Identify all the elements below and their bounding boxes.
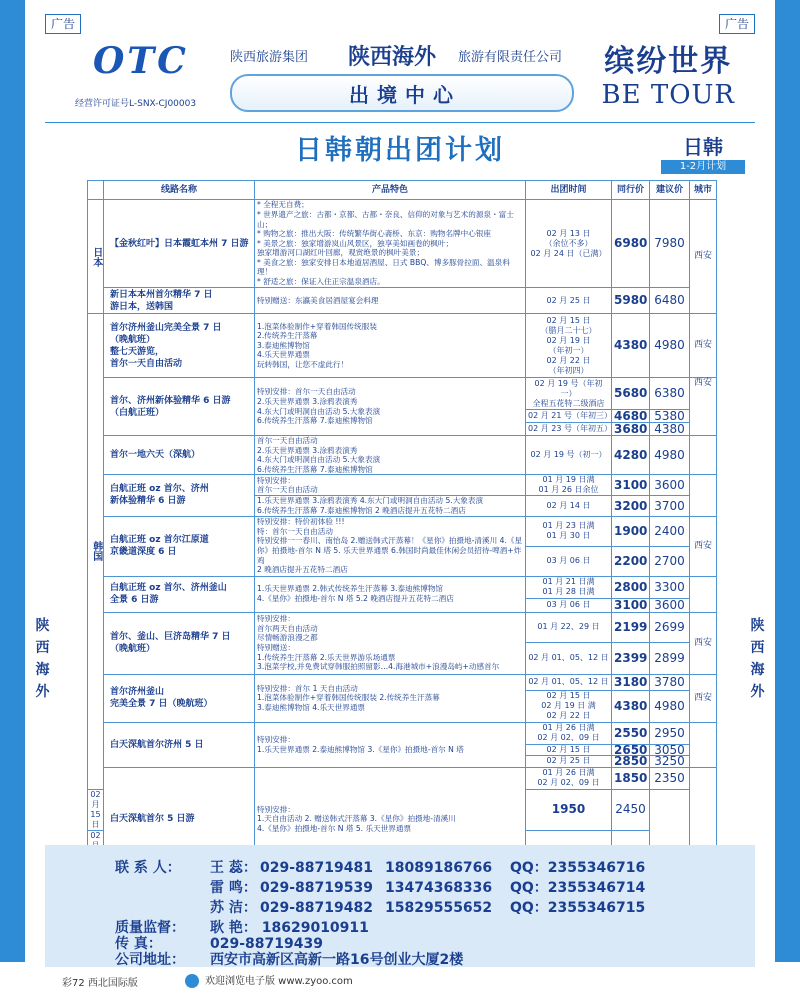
- depart-date: 02 月 25 日: [526, 288, 612, 314]
- peer-price: 2199: [612, 612, 650, 642]
- address-label: 公司地址：: [115, 952, 185, 968]
- header: [45, 32, 755, 117]
- route-feature: 1.乐天世界通票 3.涂鸦表演秀 4.东大门或明洞自由活动 5.大象表演 6.传统养生汗蒸幕 7.泰迪熊博物馆 2 晚酒店提升五花特二酒店: [255, 496, 526, 516]
- route-name: 白航正班 oz 首尔、济州釜山 全景 6 日游: [104, 576, 255, 612]
- peer-price: 4380: [612, 690, 650, 722]
- suggest-price: 6380: [650, 378, 690, 410]
- depart-date: 02 月 19 号（年初一） 全程五花特二级酒店: [526, 378, 612, 410]
- address-value: 西安市高新区高新一路16号创业大厦2楼: [210, 952, 464, 968]
- depart-date: 01 月 19 日满 01 月 26 日余位: [526, 475, 612, 496]
- brand-block: [602, 36, 736, 110]
- table-row: [88, 722, 717, 744]
- suggest-price: 3050: [650, 744, 690, 756]
- route-name: 首尔济州釜山 完美全景 7 日（晚航班）: [104, 674, 255, 722]
- city: 西安: [690, 516, 717, 576]
- brand-en: BE TOUR: [601, 80, 735, 110]
- suggest-price: 3300: [650, 576, 690, 598]
- city: 西安: [690, 200, 717, 314]
- suggest-price: 3250: [650, 756, 690, 768]
- route-name: 【金秋红叶】日本霞虹本州 7 日游: [104, 200, 255, 288]
- route-feature: 1.乐天世界通票 2.韩式传统养生汗蒸幕 3.泰迪熊博物馆 4.《星你》拍摄地-首尔 N 塔 5.2 晚酒店提升五花特二酒店: [255, 576, 526, 612]
- contact-row: [115, 877, 645, 897]
- suggest-price: 2350: [650, 767, 690, 789]
- peer-price: 4680: [612, 410, 650, 423]
- site-text[interactable]: 欢迎浏览电子版 www.zyoo.com: [205, 976, 353, 987]
- suggest-price: 3600: [650, 598, 690, 612]
- route-name: 白天深航首尔 5 日游: [104, 767, 255, 871]
- page-info: 彩72 西北国际版: [62, 978, 138, 989]
- brand-cn: 缤纷世界: [604, 44, 733, 79]
- peer-price: 5980: [612, 288, 650, 314]
- region-sub: 1-2月计划: [661, 160, 745, 174]
- route-name: 首尔、釜山、巨济岛精华 7 日 （晚航班）: [104, 612, 255, 674]
- table-row: [88, 436, 717, 475]
- table-row: [88, 200, 717, 288]
- contact-row: [115, 897, 645, 917]
- peer-price: 2800: [612, 576, 650, 598]
- side-text-left: 陕 西 海 外: [35, 618, 50, 700]
- agency-prefix: 陕西旅游集团: [230, 50, 309, 65]
- route-feature: 特别安排： 1.天自由活动 2. 赠送韩式汗蒸幕 3.《星你》拍摄地-清溪川 4.《星你》拍摄地-首尔 N 塔 5. 乐天世界通票: [255, 767, 526, 871]
- depart-date: 01 月 21 日满 01 月 28 日满: [526, 576, 612, 598]
- contact-row: [115, 857, 645, 877]
- peer-price: 2650: [612, 744, 650, 756]
- contact-name: 雷 鸣：: [210, 880, 257, 896]
- route-name: 首尔、济州新体验精华 6 日游 （白航正班）: [104, 378, 255, 436]
- ad-tag-right: 广告: [719, 14, 755, 34]
- depart-date: 02 月 15 日: [88, 789, 104, 830]
- agency-dept: 出境中心: [349, 83, 461, 107]
- footer: [0, 962, 800, 997]
- contact-qq: QQ：2355346715: [510, 900, 646, 916]
- route-name: 新日本本州首尔精华 7 日 游日本，送韩国: [104, 288, 255, 314]
- fax-value: 029-88719439: [210, 936, 323, 952]
- suggest-price: 2950: [650, 722, 690, 744]
- peer-price: 3100: [612, 475, 650, 496]
- depart-date: 02 月 13 日 （余位不多） 02 月 24 日（已满）: [526, 200, 612, 288]
- route-feature: 特别安排： 首尔一天自由活动: [255, 475, 526, 496]
- peer-price: 2200: [612, 546, 650, 576]
- depart-date: 01 月 22、29 日: [526, 612, 612, 642]
- site-badge-icon: [185, 974, 199, 988]
- peer-price: 1850: [612, 767, 650, 789]
- table-row: [88, 288, 717, 314]
- side-text-right: 陕 西 海 外: [750, 618, 765, 700]
- col-city: 城市: [690, 181, 717, 200]
- suggest-price: 5380: [650, 410, 690, 423]
- peer-price: 4280: [612, 436, 650, 475]
- peer-price: 6980: [612, 200, 650, 288]
- contact-mobile: 15829555652: [385, 900, 493, 916]
- route-name: 首尔一地六天（深航）: [104, 436, 255, 475]
- route-feature: 1.泡菜体验制作+穿着韩国传统服装 2.传统养生汗蒸幕 3.泰迪熊博物馆 4.乐天世界通票 玩转韩国，让您不虚此行！: [255, 314, 526, 378]
- col-route: 线路名称: [104, 181, 255, 200]
- suggest-price: 3780: [650, 674, 690, 690]
- depart-date: 02 月 01、05、12 日: [526, 642, 612, 674]
- suggest-price: 3700: [650, 496, 690, 516]
- suggest-price: 2700: [650, 546, 690, 576]
- depart-date: 02 月 15 日 （腊月二十七） 02 月 19 日 （年初一） 02 月 22 日 （年初四）: [526, 314, 612, 378]
- agency-block: [220, 40, 590, 114]
- suggest-price: 4980: [650, 690, 690, 722]
- license-number: 经营许可证号L-SNX-CJ00003: [75, 99, 197, 109]
- contact-phone: 029-88719539: [260, 880, 373, 896]
- peer-price: 3100: [612, 598, 650, 612]
- col-peer-price: 同行价: [612, 181, 650, 200]
- col-feature: 产品特色: [255, 181, 526, 200]
- depart-date: 02 月 23 号（年初五）: [526, 423, 612, 436]
- route-feature: 特别安排：特价初体验 !!! 特：首尔一天自由活动 特别安排一一春川、南怡岛 2.赠送韩式汗蒸幕！《星你》拍摄地-清溪川 4.《星你》拍摄地-首尔 N 塔 5. 乐天世界通票 6.韩国时尚最佳休闲会员招待-啤酒+炸鸡 2 晚酒店提升五花特二酒店: [255, 516, 526, 576]
- route-name: 白航正班 oz 首尔、济州 新体验精华 6 日游: [104, 475, 255, 516]
- depart-date: 03 月 06 日: [526, 598, 612, 612]
- table-row: [88, 576, 717, 598]
- depart-date: 01 月 26 日满 02 月 02、09 日: [526, 722, 612, 744]
- region-name: 日韩: [683, 135, 723, 159]
- header-divider: [45, 122, 755, 123]
- table-row: [88, 378, 717, 410]
- depart-date: 02 月 14 日: [526, 496, 612, 516]
- agency-suffix: 旅游有限责任公司: [458, 50, 563, 65]
- fax-label: 传 真：: [115, 936, 162, 952]
- route-name: 白航正班 oz 首尔江原道 京畿道深度 6 日: [104, 516, 255, 576]
- country-korea: 韩国: [88, 314, 104, 790]
- contact-mobile: 13474368336: [385, 880, 493, 896]
- route-feature: 特别安排： 首尔两天自由活动 尽情畅游浪漫之都 特别赠送： 1.传统养生汗蒸幕 2.乐天世界游乐场通票 3.泡菜学校,并免费试穿韩服拍照留影…4.海港城市+浪漫岛屿+动感首尔: [255, 612, 526, 674]
- table-row: [88, 612, 717, 642]
- col-date: 出团时间: [526, 181, 612, 200]
- suggest-price: 2450: [612, 789, 650, 830]
- suggest-price: 4980: [650, 436, 690, 475]
- depart-date: 02 月 21 号（年初三）: [526, 410, 612, 423]
- peer-price: 1900: [612, 516, 650, 546]
- col-suggest-price: 建议价: [650, 181, 690, 200]
- city: 西安: [690, 612, 717, 674]
- contact-label: 联 系 人：: [115, 860, 181, 876]
- contact-qq: QQ：2355346716: [510, 860, 646, 876]
- tour-table: [87, 180, 717, 872]
- city: 西安: [690, 314, 717, 378]
- peer-price: 2550: [612, 722, 650, 744]
- table-row: [88, 516, 717, 546]
- country-japan: 日本: [88, 200, 104, 314]
- page-title: 日韩朝出团计划: [295, 135, 505, 166]
- depart-date: 02 月 01、05、12 日: [526, 674, 612, 690]
- peer-price: 2399: [612, 642, 650, 674]
- depart-date: 01 月 26 日满 02 月 02、09 日: [526, 767, 612, 789]
- suggest-price: 3600: [650, 475, 690, 496]
- quality-label: 质量监督：: [115, 920, 185, 936]
- depart-date: 02: [88, 830, 104, 871]
- contact-phone: 029-88719481: [260, 860, 373, 876]
- peer-price: 3180: [612, 674, 650, 690]
- peer-price: 5680: [612, 378, 650, 410]
- otc-logo: OTC: [93, 40, 189, 82]
- table-header-row: [88, 181, 717, 200]
- route-feature: 特别安排：首尔 1 天自由活动 1.泡菜体验制作+穿着韩国传统服装 2.传统养生汗蒸幕 3.泰迪熊博物馆 4.乐天世界通票: [255, 674, 526, 722]
- route-feature: 首尔一天自由活动 2.乐天世界通票 3.涂鸦表演秀 4.东大门或明洞自由活动 5.大象表演 6.传统养生汗蒸幕 7.泰迪熊博物馆: [255, 436, 526, 475]
- peer-price: 1950: [526, 789, 612, 830]
- peer-price: 4380: [612, 314, 650, 378]
- depart-date: 01 月 23 日满 01 月 30 日: [526, 516, 612, 546]
- contact-qq: QQ：2355346714: [510, 880, 646, 896]
- table-row: [88, 475, 717, 496]
- depart-date: 02 月 25 日: [526, 756, 612, 768]
- depart-date: 02 月 19 号（初一）: [526, 436, 612, 475]
- contact-name: 王 蕊：: [210, 860, 257, 876]
- table-row: [88, 314, 717, 378]
- route-name: 首尔济州釜山完美全景 7 日 （晚航班） 整七天游览， 首尔一天自由活动: [104, 314, 255, 378]
- suggest-price: 7980: [650, 200, 690, 288]
- peer-price: 3680: [612, 423, 650, 436]
- depart-date: 02 月 15 日 02 月 19 日 满 02 月 22 日: [526, 690, 612, 722]
- site-info: [185, 972, 353, 988]
- suggest-price: 2699: [650, 612, 690, 642]
- depart-date: 03 月 06 日: [526, 546, 612, 576]
- region-tag: [661, 131, 745, 174]
- contact-name: 苏 洁：: [210, 900, 257, 916]
- suggest-price: 4980: [650, 314, 690, 378]
- city: 西安: [690, 378, 717, 436]
- contact-phone: 029-88719482: [260, 900, 373, 916]
- ad-tag-left: 广告: [45, 14, 81, 34]
- quality-value: 耿 艳： 18629010911: [210, 920, 369, 936]
- suggest-price: 6480: [650, 288, 690, 314]
- route-feature: 特别安排：首尔一天自由活动 2.乐天世界通票 3.涂鸦表演秀 4.东大门或明洞自由活动 5.大象表演 6.传统养生汗蒸幕 7.泰迪熊博物馆: [255, 378, 526, 436]
- city: 西安: [690, 674, 717, 722]
- suggest-price: 2400: [650, 516, 690, 546]
- contact-mobile: 18089186766: [385, 860, 493, 876]
- peer-price: 2850: [612, 756, 650, 768]
- peer-price: 3200: [612, 496, 650, 516]
- table-row: [88, 674, 717, 690]
- agency-name: 陕西海外: [348, 44, 437, 70]
- depart-date: 02 月 15 日: [526, 744, 612, 756]
- table-row: [88, 767, 717, 789]
- route-feature: 特别赠送：东瀛美食居酒屋宴会料理: [255, 288, 526, 314]
- suggest-price: 4380: [650, 423, 690, 436]
- route-feature: 特别安排： 1.乐天世界通票 2.泰迪熊博物馆 3.《星你》拍摄地-首尔 N 塔: [255, 722, 526, 767]
- route-feature: * 全程无自费； * 世界遗产之旅：古都・京都、古都・奈良、信仰的对象与艺术的源泉・富士山； * 购物之旅：推出大阪：传统繁华街心斋桥、东京：购物名牌中心银座 * 美景之旅：独家增游岚山风景区，独享美如画卷的枫叶； 独家增游河口湖红叶回廊，观赏绝景的枫叶美景； * 美食之旅：独家安排日本地道居酒屋、日式 BBQ、博多豚骨拉面、温泉料理！ * 舒适之旅：保证入住正宗温泉酒店。: [255, 200, 526, 288]
- suggest-price: 2899: [650, 642, 690, 674]
- route-name: 白天深航首尔济州 5 日: [104, 722, 255, 767]
- contact-panel: [45, 845, 755, 967]
